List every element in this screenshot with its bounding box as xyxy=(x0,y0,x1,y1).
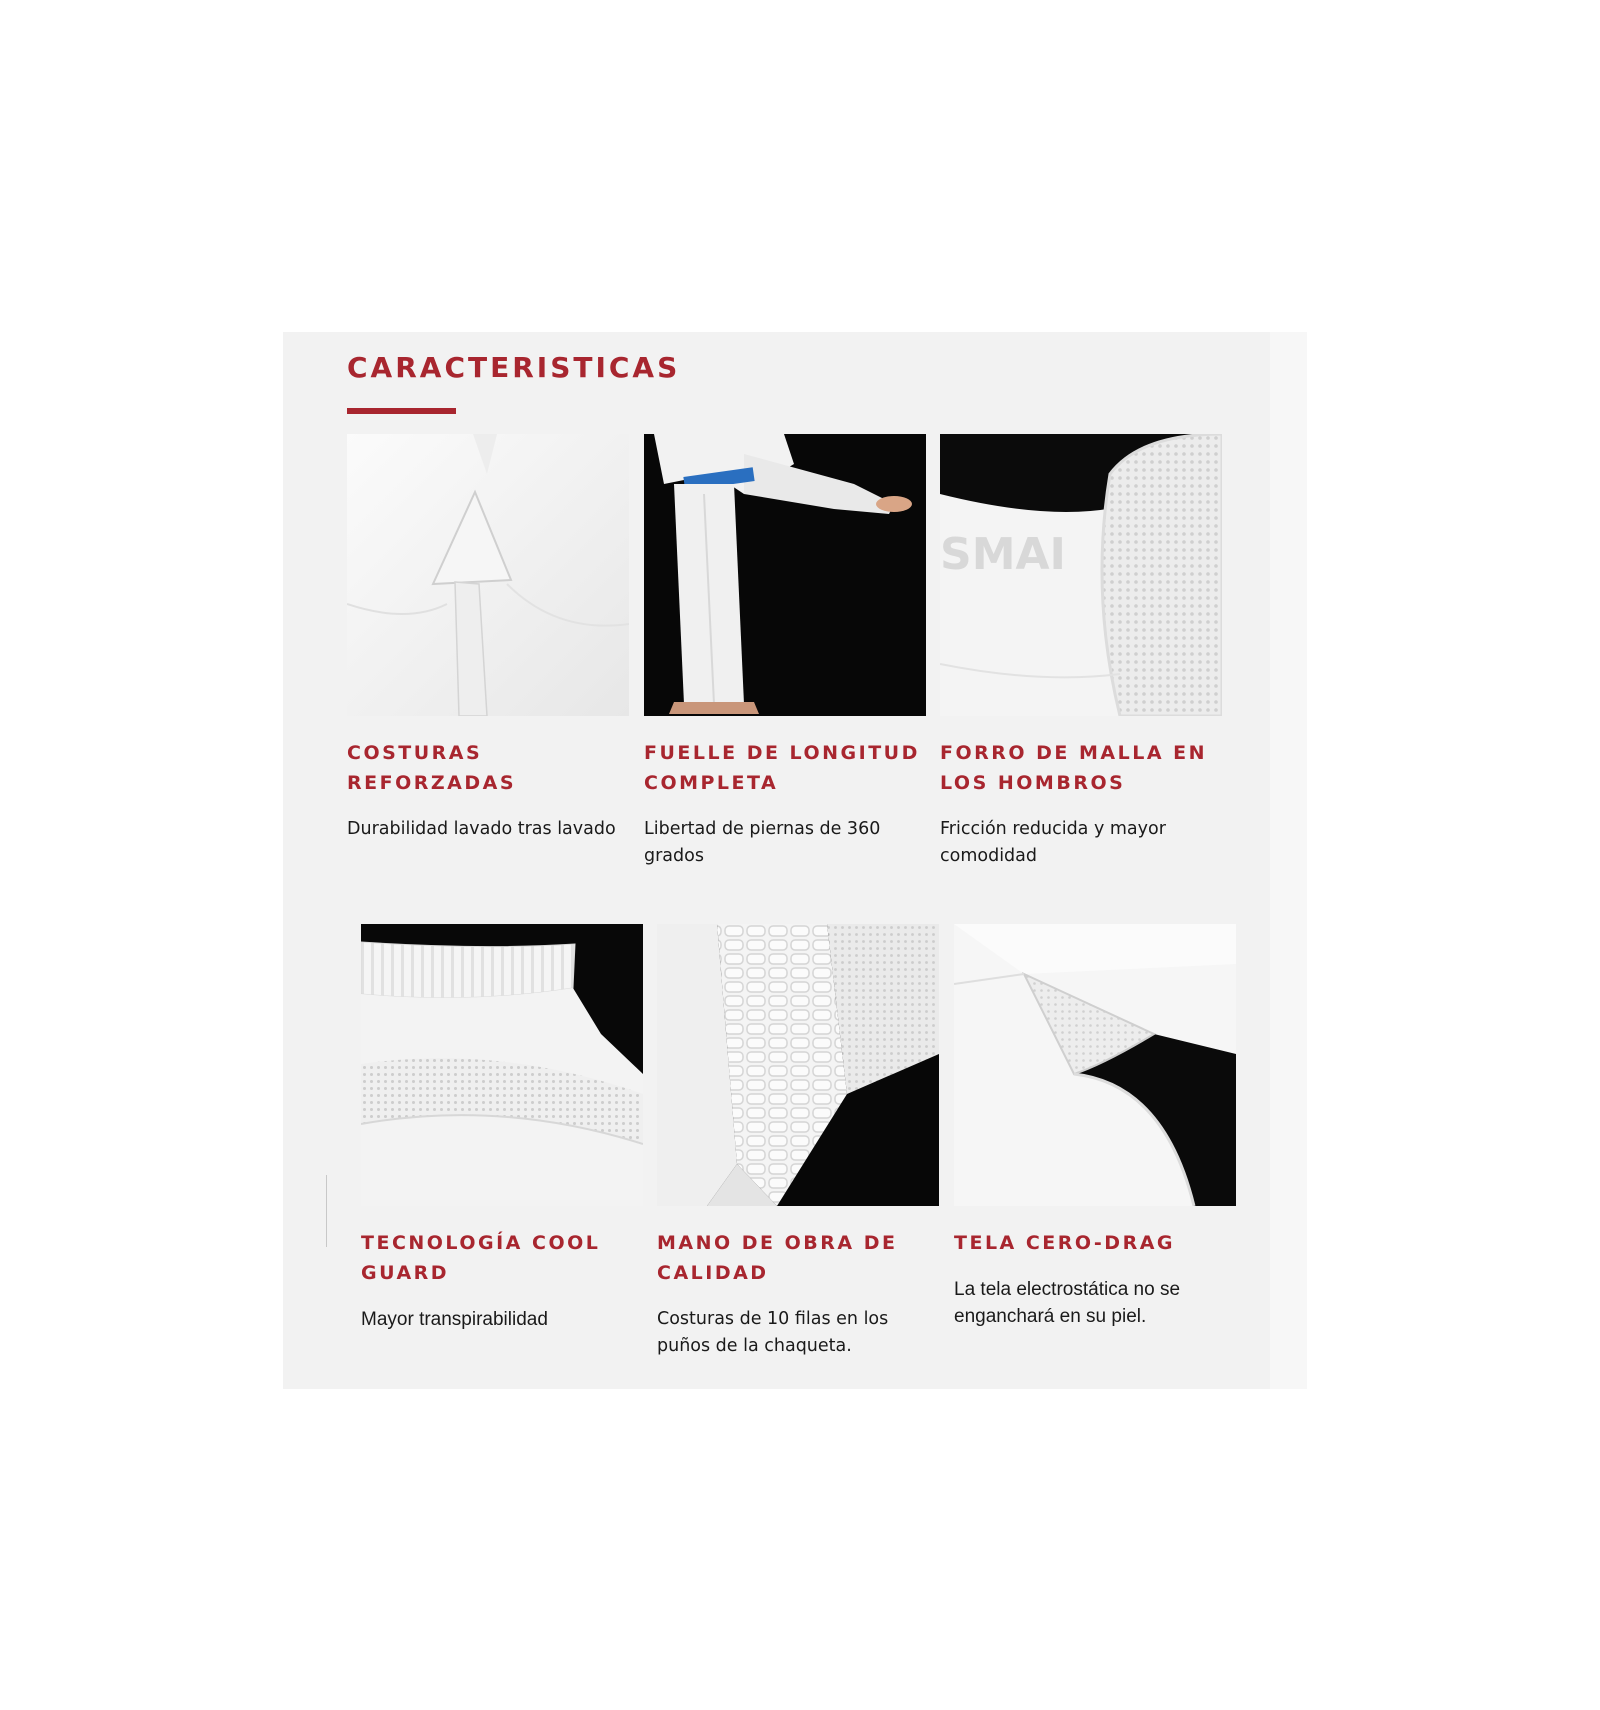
feature-title: TELA CERO-DRAG xyxy=(954,1232,1176,1254)
feature-title: MANO DE OBRA DE CALIDAD xyxy=(657,1232,898,1284)
feature-description: Durabilidad lavado tras lavado xyxy=(347,819,616,839)
feature-card xyxy=(644,434,926,870)
title-underline xyxy=(347,408,456,414)
karateka-kick-illustration xyxy=(644,434,926,716)
feature-description: Fricción reducida y mayor comodidad xyxy=(940,819,1166,866)
feature-title: FUELLE DE LONGITUD COMPLETA xyxy=(644,742,920,794)
section-title: CARACTERISTICAS xyxy=(347,351,681,384)
feature-title: TECNOLOGÍA COOL GUARD xyxy=(361,1232,601,1284)
panel-edge xyxy=(1270,332,1307,1389)
smai-logo: SMAI xyxy=(940,529,1066,580)
zero-drag-fabric-illustration xyxy=(954,924,1236,1206)
feature-description: La tela electrostática no se enganchará en su piel. xyxy=(954,1279,1181,1327)
zero-drag-fabric-photo xyxy=(954,924,1236,1206)
feature-card xyxy=(657,924,939,1360)
feature-description: Costuras de 10 filas en los puños de la chaqueta. xyxy=(657,1309,889,1356)
shoulder-mesh-photo xyxy=(940,434,1222,716)
waistband-mesh-illustration xyxy=(361,924,643,1206)
side-mark xyxy=(326,1175,327,1247)
stitched-cuff-illustration xyxy=(657,924,939,1206)
feature-card xyxy=(940,434,1222,870)
waistband-mesh-photo xyxy=(361,924,643,1206)
feature-card xyxy=(347,434,629,843)
feature-title: FORRO DE MALLA EN LOS HOMBROS xyxy=(940,742,1208,794)
stitched-cuff-photo xyxy=(657,924,939,1206)
feature-description: Mayor transpirabilidad xyxy=(361,1309,548,1330)
feature-card xyxy=(361,924,643,1333)
reinforced-seam-illustration xyxy=(347,434,629,716)
shoulder-mesh-illustration xyxy=(940,434,1222,716)
feature-description: Libertad de piernas de 360 grados xyxy=(644,819,881,866)
feature-title: COSTURAS REFORZADAS xyxy=(347,742,517,794)
feature-card xyxy=(954,924,1236,1330)
karateka-kick-photo xyxy=(644,434,926,716)
reinforced-seam-photo xyxy=(347,434,629,716)
